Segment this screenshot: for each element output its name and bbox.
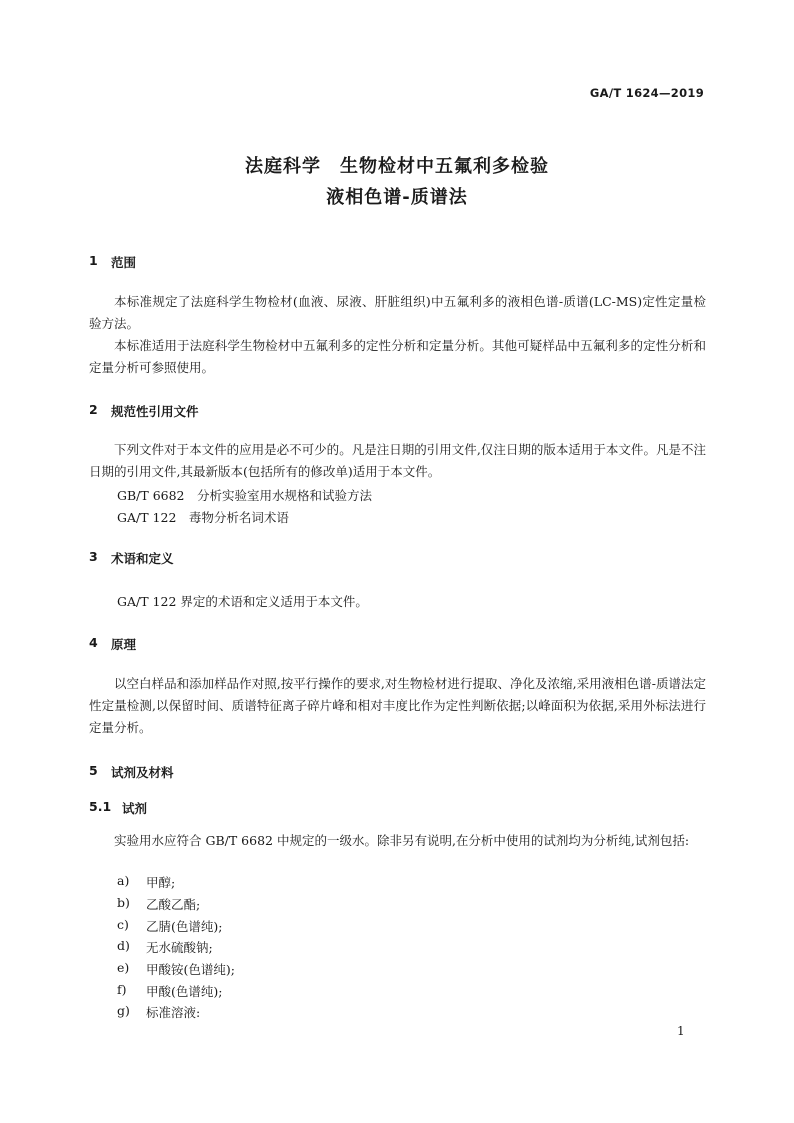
scope-paragraph-2: 本标准适用于法庭科学生物检材中五氟利多的定性分析和定量分析。其他可疑样品中五氟利多的定性分析和定量分析可参照使用。	[89, 338, 706, 375]
subsection-number: 5.1	[89, 799, 112, 814]
section-title: 原理	[111, 637, 137, 652]
list-item	[117, 873, 175, 891]
list-text: 乙腈(色谱纯);	[146, 919, 223, 934]
list-item	[117, 938, 213, 956]
section-number: 1	[89, 253, 98, 268]
section-number: 4	[89, 635, 98, 650]
section-heading-reagents-materials	[89, 763, 174, 781]
list-text: 标准溶液:	[146, 1005, 201, 1020]
list-item	[117, 1003, 200, 1021]
list-marker: g)	[117, 1003, 130, 1018]
list-marker: d)	[117, 938, 130, 953]
references-paragraph: 下列文件对于本文件的应用是必不可少的。凡是注日期的引用文件,仅注日期的版本适用于本文件。凡是不注日期的引用文件,其最新版本(包括所有的修改单)适用于本文件。	[89, 442, 706, 479]
document-title-line1: 法庭科学 生物检材中五氟利多检验	[245, 156, 549, 177]
list-item	[117, 982, 222, 1000]
section-number: 5	[89, 763, 98, 778]
list-marker: f)	[117, 982, 127, 997]
terms-paragraph: GA/T 122 界定的术语和定义适用于本文件。	[117, 594, 368, 609]
page-number: 1	[677, 1024, 685, 1038]
list-text: 无水硫酸钠;	[146, 940, 213, 955]
reference-item: GB/T 6682 分析实验室用水规格和试验方法	[117, 488, 373, 503]
section-number: 3	[89, 549, 98, 564]
list-text: 乙酸乙酯;	[146, 897, 201, 912]
reagents-paragraph: 实验用水应符合 GB/T 6682 中规定的一级水。除非另有说明,在分析中使用的试剂均为分析纯,试剂包括:	[114, 833, 690, 848]
section-title: 规范性引用文件	[111, 404, 199, 419]
section-title: 试剂及材料	[111, 765, 174, 780]
section-number: 2	[89, 402, 98, 417]
list-marker: c)	[117, 917, 129, 932]
subsection-heading-reagents	[89, 799, 147, 817]
list-item	[117, 917, 222, 935]
section-title: 范围	[111, 255, 137, 270]
section-heading-principle	[89, 635, 136, 653]
list-item	[117, 960, 235, 978]
subsection-title: 试剂	[122, 801, 148, 816]
list-marker: a)	[117, 873, 130, 888]
list-text: 甲醇;	[146, 875, 176, 890]
list-text: 甲酸(色谱纯);	[146, 984, 223, 999]
scope-paragraph-1: 本标准规定了法庭科学生物检材(血液、尿液、肝脏组织)中五氟利多的液相色谱-质谱(LC-MS)定性定量检验方法。	[89, 294, 706, 331]
principle-paragraph: 以空白样品和添加样品作对照,按平行操作的要求,对生物检材进行提取、净化及浓缩,采用液相色谱-质谱法定性定量检测,以保留时间、质谱特征离子碎片峰和相对丰度比作为定性判断依据;以峰面积为依据,采用外标法进行定量分析。	[89, 676, 706, 735]
section-heading-terms	[89, 549, 174, 567]
section-heading-scope	[89, 253, 136, 271]
section-heading-normative-references	[89, 402, 199, 420]
list-marker: e)	[117, 960, 130, 975]
standard-code: GA/T 1624—2019	[589, 86, 704, 100]
list-marker: b)	[117, 895, 130, 910]
document-title-line2: 液相色谱-质谱法	[326, 187, 468, 208]
list-item	[117, 895, 200, 913]
section-title: 术语和定义	[111, 551, 174, 566]
list-text: 甲酸铵(色谱纯);	[146, 962, 235, 977]
reference-item: GA/T 122 毒物分析名词术语	[117, 510, 289, 525]
